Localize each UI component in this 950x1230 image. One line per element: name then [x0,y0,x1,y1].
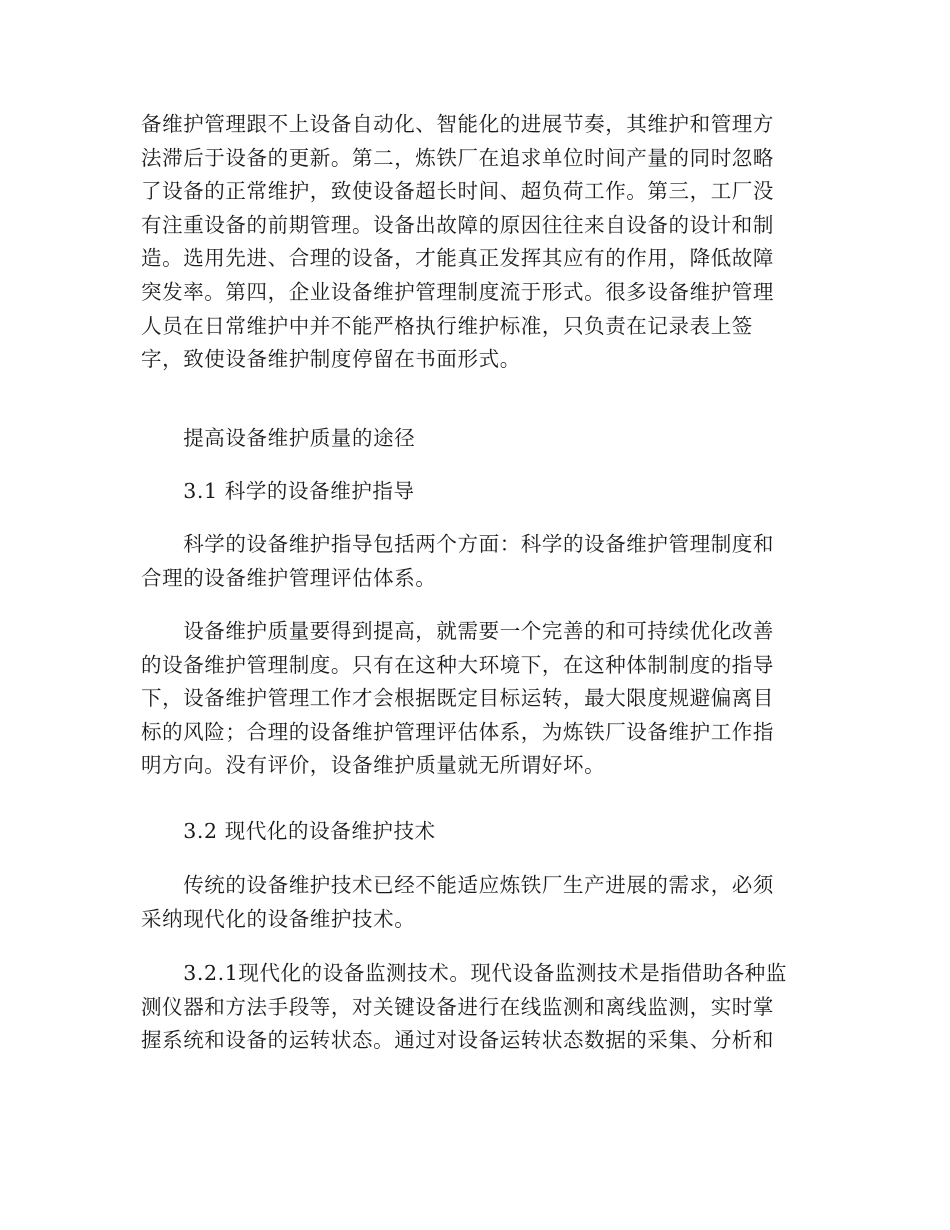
paragraph-monitoring-technology [141,957,813,1058]
text-line: 明方向。没有评价，设备维护质量就无所谓好坏。 [141,753,606,778]
paragraph-modern-technology [141,869,813,936]
text-line: 突发率。第四，企业设备维护管理制度流于形式。很多设备维护管理 [141,279,774,304]
text-line: 握系统和设备的运转状态。通过对设备运转状态数据的采集、分析和 [141,1028,774,1053]
heading-text: 提高设备维护质量的途径 [141,426,416,450]
text-line: 科学的设备维护指导包括两个方面：科学的设备维护管理制度和 [141,532,774,556]
text-line: 字，致使设备维护制度停留在书面形式。 [141,347,521,372]
paragraph-scientific-guidance [141,528,813,595]
text-line: 下，设备维护管理工作才会根据既定目标运转，最大限度规避偏离目 [141,686,774,711]
section-heading [141,422,813,456]
text-line: 有注重设备的前期管理。设备出故障的原因往往来自设备的设计和制 [141,212,774,237]
text-line: 设备维护质量要得到提高，就需要一个完善的和可持续优化改善 [141,619,774,643]
text-line: 法滞后于设备的更新。第二，炼铁厂在追求单位时间产量的同时忽略 [141,145,774,170]
text-line: 标的风险；合理的设备维护管理评估体系，为炼铁厂设备维护工作指 [141,719,774,744]
subsection-heading-3-2 [141,815,813,849]
heading-text: 3.1 科学的设备维护指导 [141,479,415,503]
text-line: 了设备的正常维护，致使设备超长时间、超负荷工作。第三，工厂没 [141,179,774,204]
text-line: 人员在日常维护中并不能严格执行维护标准，只负责在记录表上签 [141,313,753,338]
text-line: 合理的设备维护管理评估体系。 [141,565,437,590]
paragraph-management-system [141,615,813,783]
text-line: 采纳现代化的设备维护技术。 [141,906,416,931]
subsection-heading-3-1 [141,475,813,509]
text-line: 传统的设备维护技术已经不能适应炼铁厂生产进展的需求，必须 [141,873,774,897]
heading-text: 3.2 现代化的设备维护技术 [141,819,436,843]
text-line: 测仪器和方法手段等，对关键设备进行在线监测和离线监测，实时掌 [141,994,774,1019]
text-line: 3.2.1现代化的设备监测技术。现代设备监测技术是指借助各种监 [141,961,787,985]
text-line: 备维护管理跟不上设备自动化、智能化的进展节奏，其维护和管理方 [141,112,774,136]
text-line: 造。选用先进、合理的设备，才能真正发挥其应有的作用，降低故障 [141,246,774,271]
text-line: 的设备维护管理制度。只有在这种大环境下，在这种体制制度的指导 [141,652,774,677]
paragraph-equipment-maintenance-problems [141,108,813,377]
